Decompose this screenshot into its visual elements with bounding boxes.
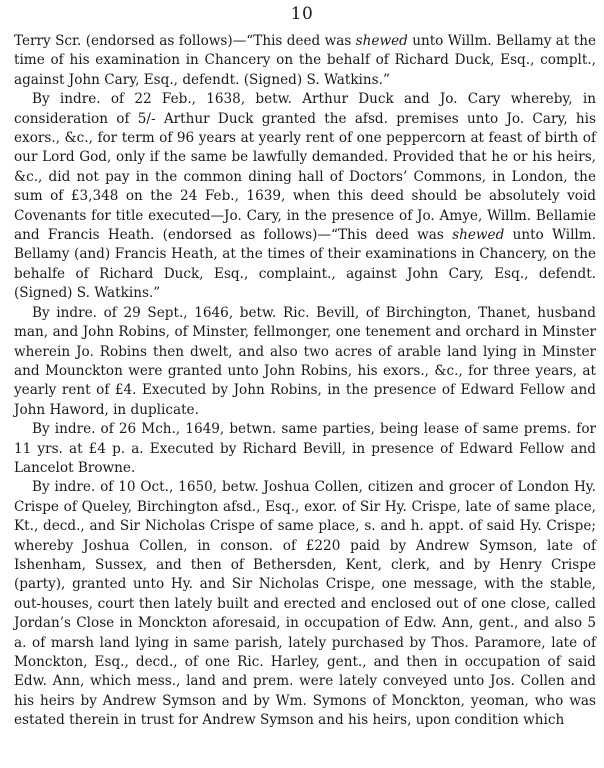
paragraph-text: By indre. of 10 Oct., 1650, betw. Joshua Collen, citizen and grocer of London Hy. Crispe of Queley, Birchington afsd., Esq., exor. of Sir Hy. Crispe, late of same place, Kt., decd., and Sir Nicholas Crispe of same place, s. and h. appt. of said Hy. Crispe; whereby Joshua Collen, in conson. of £220 paid by Andrew Symson, late of Ishenham, Sussex, and then of Bethersden, Kent, clerk, and by Henry Crispe (party), granted unto Hy. and Sir Nicholas Crispe, one message, with the stable, out-houses, court then lately built and erected and enclosed out of one close, called Jordan’s Close in Monckton aforesaid, in occupation of Edw. Ann, gent., and also 5 a. of marsh land lying in same parish, lately purchased by Thos. Paramore, late of Monckton, Esq., decd., of one Ric. Harley, gent., and then in occupation of said Edw. Ann, which mess., land and prem. were lately conveyed unto Jos. Collen and his heirs by Andrew Symson and by Wm. Symons of Monckton, yeoman, who was estated therein in trust for Andrew Symson and his heirs, upon condition which bbox=[14, 479, 596, 729]
paragraph-text: By indre. of 26 Mch., 1649, betwn. same parties, being lease of same prems. for 11 yrs. at £4 p. a. Executed by Richard Bevill, in presence of Edward Fellow and Lancelot Browne. bbox=[14, 421, 596, 476]
paragraph-text: By indre. of 22 Feb., 1638, betw. Arthur Duck and Jo. Cary whereby, in consideration of 5/- Arthur Duck granted the afsd. premises unto Jo. Cary, his exors., &c., for term of 96 years at yearly rent of one peppercorn at feast of birth of our Lord God, only if the same be lawfully demanded. Provided that he or his heirs, &c., did not pay in the common dining hall of Doctors’ Commons, in London, the sum of £3,348 on the 24 Feb., 1639, when this deed should be absolutely void Covenants for title executed—Jo. Cary, in the presence of Jo. Amye, Willm. Bellamie and Francis Heath. (endorsed as follows)—“This deed was bbox=[14, 91, 596, 244]
paragraph-text: Terry Scr. (endorsed as follows)—“This deed was bbox=[14, 33, 356, 49]
paragraph bbox=[14, 90, 596, 303]
paragraph bbox=[14, 478, 596, 730]
paragraph-text: unto Willm. Bellamy at the time of his examination in Chancery on the behalf of Richard Duck, Esq., complt., against John Cary, Esq., defendt. (Signed) S. Watkins.” bbox=[14, 33, 596, 88]
paragraph bbox=[14, 32, 596, 90]
paragraph bbox=[14, 304, 596, 420]
paragraph bbox=[14, 420, 596, 478]
italic-text: shewed bbox=[355, 33, 408, 49]
italic-text: shewed bbox=[452, 227, 505, 244]
paragraph-text: By indre. of 29 Sept., 1646, betw. Ric. Bevill, of Birchington, Thanet, husband man, and John Robins, of Minster, fellmonger, one tenement and orchard in Minster wherein Jo. Robins then dwelt, and also two acres of arable land lying in Minster and Mounckton were granted unto John Robins, his exors., &c., for three years, at yearly rent of £4. Executed by John Robins, in the presence of Edward Fellow and John Haword, in duplicate. bbox=[14, 304, 596, 418]
body-text bbox=[14, 32, 596, 731]
page-number: 10 bbox=[290, 4, 314, 24]
paragraph-text: unto Willm. Bellamy (and) Francis Heath, at the times of their examinations in Chancery, on the behalfe of Richard Duck, Esq., complaint., against John Cary, Esq., defendt. (Signed) S. Watkins.” bbox=[14, 227, 596, 302]
